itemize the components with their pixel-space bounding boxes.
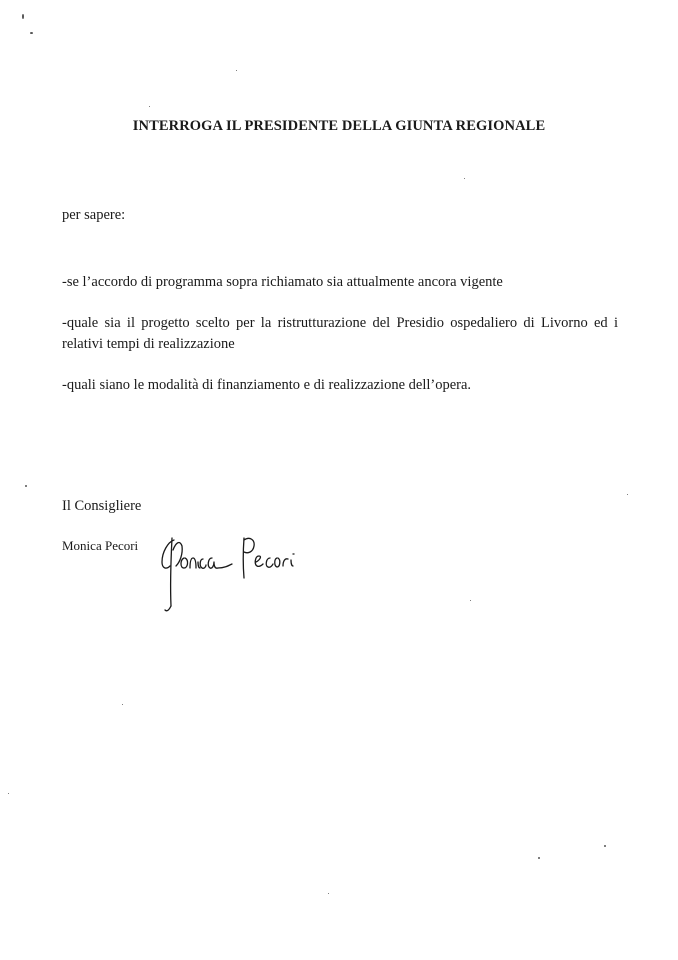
scan-speck xyxy=(25,485,27,487)
scan-speck xyxy=(30,32,33,34)
scan-speck xyxy=(470,600,471,601)
scan-speck xyxy=(627,494,628,495)
scan-speck xyxy=(328,893,329,894)
scan-speck xyxy=(464,178,465,179)
scan-speck xyxy=(538,857,540,859)
question-item: -se l’accordo di programma sopra richiamato sia attualmente ancora vigente xyxy=(62,274,503,290)
question-item: -quale sia il progetto scelto per la ristrutturazione del Presidio ospedaliero di Livorno ed i relativi tempi di realizzazione xyxy=(62,315,618,352)
scan-speck xyxy=(22,14,24,19)
scan-speck xyxy=(236,70,237,71)
question-item: -quali siano le modalità di finanziamento e di realizzazione dell’opera. xyxy=(62,377,472,393)
scan-speck xyxy=(122,704,123,705)
document-title: INTERROGA IL PRESIDENTE DELLA GIUNTA REGIONALE xyxy=(132,118,546,134)
handwritten-signature xyxy=(140,528,320,618)
signatory-name: Monica Pecori xyxy=(62,538,139,553)
scan-speck xyxy=(149,106,150,107)
scan-speck xyxy=(604,845,606,847)
intro-text: per sapere: xyxy=(62,207,126,223)
signatory-role: Il Consigliere xyxy=(62,498,142,514)
scan-speck xyxy=(8,793,9,794)
